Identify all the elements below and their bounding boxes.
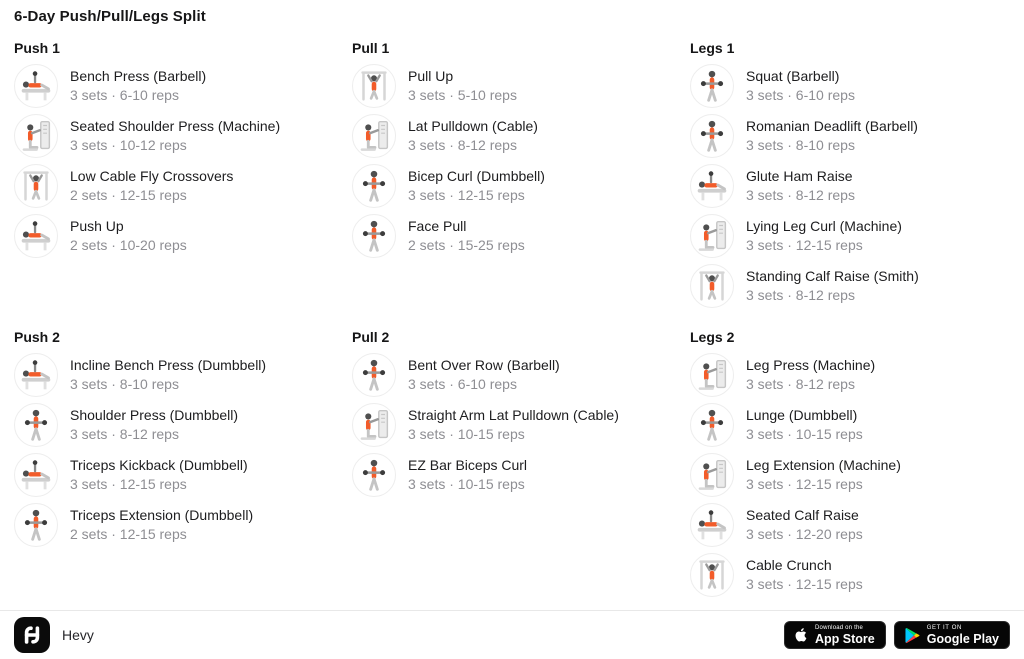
section-title: Push 2 bbox=[14, 329, 60, 345]
apple-icon bbox=[795, 627, 808, 643]
exercise-name: Squat (Barbell) bbox=[746, 68, 840, 84]
section-title: Legs 2 bbox=[690, 329, 735, 345]
bench-figure-icon bbox=[14, 214, 58, 258]
exercise-list bbox=[690, 64, 1010, 308]
exercise-detail: 3 sets · 12-15 reps bbox=[70, 476, 187, 492]
bench-figure-icon bbox=[14, 453, 58, 497]
exercise-row[interactable] bbox=[352, 403, 690, 447]
exercise-name: Glute Ham Raise bbox=[746, 168, 853, 184]
exercise-name: Leg Press (Machine) bbox=[746, 357, 876, 373]
app-store-badge[interactable] bbox=[784, 621, 886, 649]
exercise-row[interactable] bbox=[352, 114, 690, 158]
exercise-detail: 2 sets · 10-20 reps bbox=[70, 237, 187, 253]
brand-name: Hevy bbox=[62, 627, 94, 643]
exercise-name: Bent Over Row (Barbell) bbox=[408, 357, 560, 373]
section-title: Legs 1 bbox=[690, 40, 735, 56]
machine-figure-icon bbox=[352, 114, 396, 158]
app-store-badge-label: App Store bbox=[815, 631, 875, 646]
section-title: Pull 1 bbox=[352, 40, 390, 56]
standing-figure-icon bbox=[14, 403, 58, 447]
exercise-meta bbox=[70, 406, 238, 444]
exercise-detail: 3 sets · 10-15 reps bbox=[746, 426, 863, 442]
exercise-detail: 2 sets · 12-15 reps bbox=[70, 526, 187, 542]
exercise-name: Straight Arm Lat Pulldown (Cable) bbox=[408, 407, 619, 423]
exercise-meta bbox=[746, 356, 875, 394]
google-play-badge[interactable] bbox=[894, 621, 1010, 649]
hevy-logo-icon bbox=[14, 617, 50, 653]
workout-section bbox=[14, 41, 352, 264]
exercise-detail: 3 sets · 10-12 reps bbox=[70, 137, 187, 153]
exercise-meta bbox=[70, 167, 233, 205]
exercise-meta bbox=[746, 167, 855, 205]
exercise-meta bbox=[408, 67, 517, 105]
workout-section bbox=[690, 330, 1010, 603]
exercise-detail: 3 sets · 8-12 reps bbox=[408, 137, 517, 153]
exercise-row[interactable] bbox=[690, 353, 1010, 397]
exercise-row[interactable] bbox=[14, 453, 352, 497]
machine-figure-icon bbox=[690, 353, 734, 397]
exercise-row[interactable] bbox=[690, 114, 1010, 158]
exercise-row[interactable] bbox=[14, 214, 352, 258]
exercise-meta bbox=[408, 217, 525, 255]
exercise-detail: 3 sets · 12-15 reps bbox=[746, 476, 863, 492]
app-store-badge-caption: Download on the bbox=[815, 624, 864, 631]
cable-figure-icon bbox=[352, 64, 396, 108]
exercise-row[interactable] bbox=[352, 164, 690, 208]
exercise-list bbox=[14, 353, 352, 547]
exercise-name: Shoulder Press (Dumbbell) bbox=[70, 407, 239, 423]
exercise-name: Low Cable Fly Crossovers bbox=[70, 168, 234, 184]
bench-figure-icon bbox=[14, 64, 58, 108]
exercise-name: Romanian Deadlift (Barbell) bbox=[746, 118, 918, 134]
exercise-detail: 3 sets · 8-10 reps bbox=[70, 376, 179, 392]
exercise-list bbox=[14, 64, 352, 258]
exercise-name: Triceps Extension (Dumbbell) bbox=[70, 507, 254, 523]
exercise-name: Face Pull bbox=[408, 218, 467, 234]
google-play-badge-label: Google Play bbox=[926, 631, 999, 646]
exercise-row[interactable] bbox=[352, 64, 690, 108]
exercise-meta bbox=[408, 406, 619, 444]
exercise-detail: 2 sets · 12-15 reps bbox=[70, 187, 187, 203]
google-play-icon bbox=[905, 627, 920, 644]
machine-figure-icon bbox=[14, 114, 58, 158]
exercise-meta bbox=[408, 167, 545, 205]
exercise-meta bbox=[70, 506, 253, 544]
workout-section bbox=[352, 41, 690, 264]
exercise-detail: 3 sets · 12-20 reps bbox=[746, 526, 863, 542]
standing-figure-icon bbox=[352, 353, 396, 397]
exercise-list bbox=[352, 64, 690, 258]
exercise-row[interactable] bbox=[690, 553, 1010, 597]
exercise-name: Pull Up bbox=[408, 68, 454, 84]
machine-figure-icon bbox=[352, 403, 396, 447]
exercise-row[interactable] bbox=[690, 64, 1010, 108]
exercise-detail: 3 sets · 10-15 reps bbox=[408, 476, 525, 492]
standing-figure-icon bbox=[690, 64, 734, 108]
standing-figure-icon bbox=[352, 453, 396, 497]
exercise-detail: 3 sets · 6-10 reps bbox=[408, 376, 517, 392]
bench-figure-icon bbox=[690, 503, 734, 547]
exercise-meta bbox=[746, 217, 902, 255]
exercise-row[interactable] bbox=[14, 114, 352, 158]
exercise-list bbox=[352, 353, 690, 497]
exercise-meta bbox=[746, 67, 855, 105]
exercise-detail: 3 sets · 8-12 reps bbox=[70, 426, 179, 442]
workout-grid bbox=[14, 41, 1010, 603]
exercise-row[interactable] bbox=[352, 353, 690, 397]
machine-figure-icon bbox=[690, 453, 734, 497]
exercise-detail: 3 sets · 12-15 reps bbox=[746, 237, 863, 253]
cable-figure-icon bbox=[14, 164, 58, 208]
exercise-detail: 3 sets · 6-10 reps bbox=[746, 87, 855, 103]
exercise-meta bbox=[408, 117, 538, 155]
exercise-row[interactable] bbox=[14, 164, 352, 208]
exercise-detail: 3 sets · 10-15 reps bbox=[408, 426, 525, 442]
exercise-name: Seated Shoulder Press (Machine) bbox=[70, 118, 281, 134]
standing-figure-icon bbox=[352, 214, 396, 258]
exercise-name: EZ Bar Biceps Curl bbox=[408, 457, 528, 473]
exercise-name: Standing Calf Raise (Smith) bbox=[746, 268, 919, 284]
section-title: Pull 2 bbox=[352, 329, 390, 345]
exercise-meta bbox=[70, 456, 248, 494]
exercise-detail: 2 sets · 15-25 reps bbox=[408, 237, 525, 253]
exercise-meta bbox=[746, 406, 863, 444]
exercise-name: Cable Crunch bbox=[746, 557, 832, 573]
exercise-detail: 3 sets · 6-10 reps bbox=[70, 87, 179, 103]
bench-figure-icon bbox=[14, 353, 58, 397]
exercise-row[interactable] bbox=[690, 453, 1010, 497]
exercise-detail: 3 sets · 8-12 reps bbox=[746, 187, 855, 203]
exercise-detail: 3 sets · 8-10 reps bbox=[746, 137, 855, 153]
exercise-meta bbox=[70, 356, 266, 394]
exercise-name: Leg Extension (Machine) bbox=[746, 457, 901, 473]
workout-section bbox=[352, 330, 690, 503]
exercise-name: Lat Pulldown (Cable) bbox=[408, 118, 538, 134]
exercise-name: Bicep Curl (Dumbbell) bbox=[408, 168, 545, 184]
exercise-list bbox=[690, 353, 1010, 597]
exercise-row[interactable] bbox=[352, 214, 690, 258]
exercise-row[interactable] bbox=[690, 214, 1010, 258]
exercise-row[interactable] bbox=[352, 453, 690, 497]
standing-figure-icon bbox=[690, 114, 734, 158]
exercise-meta bbox=[746, 456, 901, 494]
exercise-name: Incline Bench Press (Dumbbell) bbox=[70, 357, 267, 373]
exercise-detail: 3 sets · 8-12 reps bbox=[746, 376, 855, 392]
exercise-meta bbox=[746, 117, 918, 155]
exercise-row[interactable] bbox=[690, 403, 1010, 447]
exercise-detail: 3 sets · 8-12 reps bbox=[746, 287, 855, 303]
standing-figure-icon bbox=[352, 164, 396, 208]
brand bbox=[14, 617, 94, 653]
store-badges bbox=[784, 621, 1010, 649]
exercise-detail: 3 sets · 5-10 reps bbox=[408, 87, 517, 103]
workout-section bbox=[14, 330, 352, 553]
exercise-detail: 3 sets · 12-15 reps bbox=[746, 576, 863, 592]
workout-section bbox=[690, 41, 1010, 314]
exercise-meta bbox=[746, 556, 863, 594]
exercise-meta bbox=[746, 506, 863, 544]
exercise-meta bbox=[408, 456, 527, 494]
exercise-row[interactable] bbox=[14, 403, 352, 447]
exercise-row[interactable] bbox=[690, 164, 1010, 208]
exercise-meta bbox=[746, 267, 919, 305]
machine-figure-icon bbox=[690, 214, 734, 258]
exercise-name: Push Up bbox=[70, 218, 124, 234]
exercise-meta bbox=[70, 117, 280, 155]
standing-figure-icon bbox=[14, 503, 58, 547]
section-title: Push 1 bbox=[14, 40, 60, 56]
exercise-row[interactable] bbox=[690, 264, 1010, 308]
exercise-name: Seated Calf Raise bbox=[746, 507, 859, 523]
footer bbox=[0, 610, 1024, 659]
exercise-row[interactable] bbox=[14, 353, 352, 397]
exercise-name: Lying Leg Curl (Machine) bbox=[746, 218, 902, 234]
exercise-detail: 3 sets · 12-15 reps bbox=[408, 187, 525, 203]
google-play-badge-caption: GET IT ON bbox=[926, 624, 962, 631]
exercise-row[interactable] bbox=[14, 64, 352, 108]
exercise-meta bbox=[408, 356, 560, 394]
exercise-name: Lunge (Dumbbell) bbox=[746, 407, 858, 423]
bench-figure-icon bbox=[690, 164, 734, 208]
exercise-row[interactable] bbox=[690, 503, 1010, 547]
exercise-meta bbox=[70, 67, 206, 105]
page-title: 6-Day Push/Pull/Legs Split bbox=[14, 8, 206, 25]
exercise-row[interactable] bbox=[14, 503, 352, 547]
exercise-meta bbox=[70, 217, 187, 255]
cable-figure-icon bbox=[690, 264, 734, 308]
cable-figure-icon bbox=[690, 553, 734, 597]
exercise-name: Triceps Kickback (Dumbbell) bbox=[70, 457, 248, 473]
standing-figure-icon bbox=[690, 403, 734, 447]
exercise-name: Bench Press (Barbell) bbox=[70, 68, 207, 84]
